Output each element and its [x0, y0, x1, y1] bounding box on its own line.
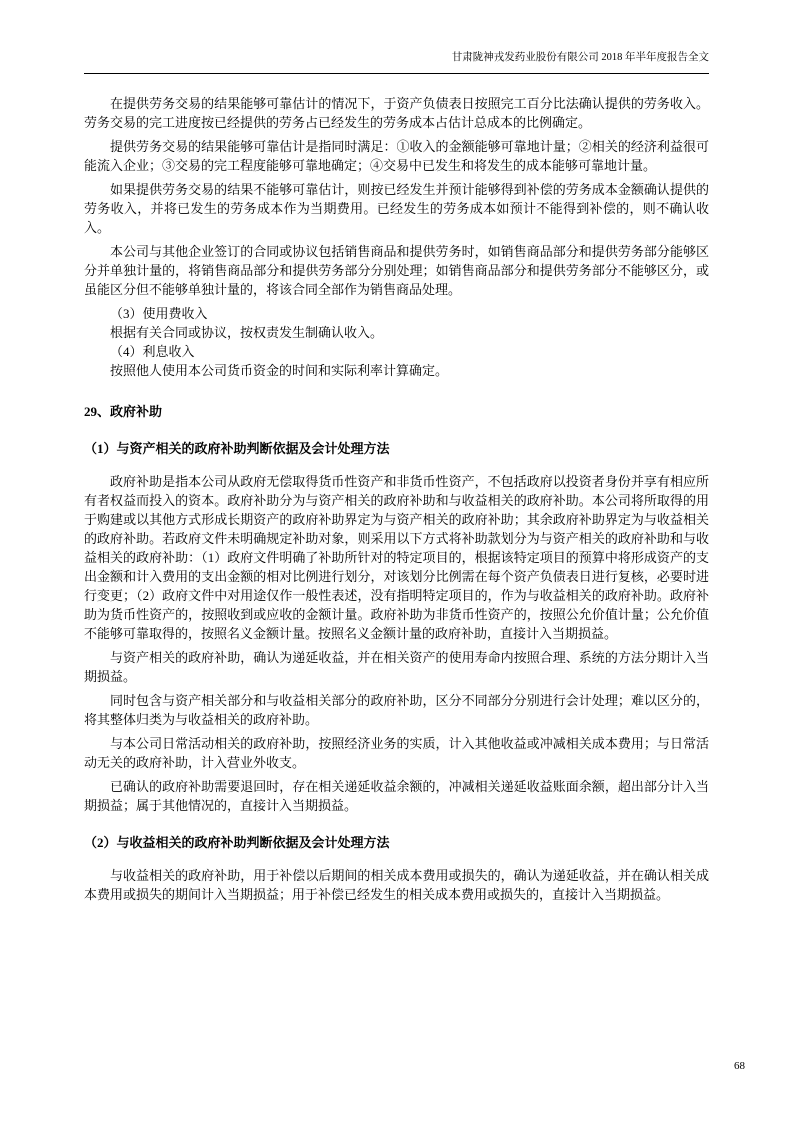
paragraph-labor-revenue-recognition: 在提供劳务交易的结果能够可靠估计的情况下，于资产负债表日按照完工百分比法确认提供的劳务收入。劳务交易的完工进度按已经提供的劳务占已经发生的劳务成本占估计总成本的比例确定。: [84, 96, 709, 130]
document-content: [84, 94, 709, 909]
paragraph-mixed-grant-classification: 同时包含与资产相关部分和与收益相关部分的政府补助，区分不同部分分别进行会计处理；难以区分的，将其整体归类为与收益相关的政府补助。: [84, 693, 709, 727]
paragraph-grant-refund: 已确认的政府补助需要退回时，存在相关递延收益余额的，冲减相关递延收益账面余额，超出部分计入当期损益；属于其他情况的，直接计入当期损益。: [84, 779, 709, 813]
paragraph-asset-grant-deferred-income: 与资产相关的政府补助，确认为递延收益，并在相关资产的使用寿命内按照合理、系统的方法分期计入当期损益。: [84, 650, 709, 684]
paragraph-mixed-contracts: 本公司与其他企业签订的合同或协议包括销售商品和提供劳务时，如销售商品部分和提供劳务部分能够区分并单独计量的，将销售商品部分和提供劳务部分分别处理；如销售商品部分和提供劳务部分不能够区分，或虽能区分但不能够单独计量的，将该合同全部作为销售商品处理。: [84, 244, 709, 297]
subheading-income-related-grants: （2）与收益相关的政府补助判断依据及会计处理方法: [84, 835, 390, 850]
page-number: 68: [734, 1060, 745, 1072]
header-title: 甘肃陇神戎发药业股份有限公司 2018 年半年度报告全文: [451, 52, 709, 63]
paragraph-unreliable-estimate: 如果提供劳务交易的结果不能够可靠估计，则按已经发生并预计能够得到补偿的劳务成本金额确认提供的劳务收入，并将已发生的劳务成本作为当期费用。已经发生的劳务成本如预计不能得到补偿的，则不确认收入。: [84, 182, 709, 235]
paragraph-daily-activity-grants: 与本公司日常活动相关的政府补助，按照经济业务的实质，计入其他收益或冲减相关成本费用；与日常活动无关的政府补助，计入营业外收支。: [84, 736, 709, 770]
item-interest-income-desc: 按照他人使用本公司货币资金的时间和实际利率计算确定。: [110, 363, 449, 378]
item-interest-income-label: （4）利息收入: [110, 344, 195, 359]
paragraph-income-grant-treatment: 与收益相关的政府补助，用于补偿以后期间的相关成本费用或损失的，确认为递延收益，并在确认相关成本费用或损失的期间计入当期损益；用于补偿已经发生的相关成本费用或损失的，直接计入当期损益。: [84, 868, 709, 902]
item-royalty-income-desc: 根据有关合同或协议，按权责发生制确认收入。: [110, 325, 384, 340]
page-header: [84, 52, 709, 74]
paragraph-reliable-estimate-conditions: 提供劳务交易的结果能够可靠估计是指同时满足：①收入的金额能够可靠地计量；②相关的经济利益很可能流入企业；③交易的完工程度能够可靠地确定；④交易中已发生和将发生的成本能够可靠地计量。: [84, 139, 709, 173]
paragraph-grant-definition: 政府补助是指本公司从政府无偿取得货币性资产和非货币性资产，不包括政府以投资者身份并享有相应所有者权益而投入的资本。政府补助分为与资产相关的政府补助和与收益相关的政府补助。本公司将所取得的用于购建或以其他方式形成长期资产的政府补助界定为与资产相关的政府补助；其余政府补助界定为与收益相关的政府补助。若政府文件未明确规定补助对象，则采用以下方式将补助款划分为与资产相关的政府补助和与收益相关的政府补助：（1）政府文件明确了补助所针对的特定项目的，根据该特定项目的预算中将形成资产的支出金额和计入费用的支出金额的相对比例进行划分，对该划分比例需在每个资产负债表日进行复核，必要时进行变更；（2）政府文件中对用途仅作一般性表述，没有指明特定项目的，作为与收益相关的政府补助。政府补助为货币性资产的，按照收到或应收的金额计量。政府补助为非货币性资产的，按照公允价值计量；公允价值不能够可靠取得的，按照名义金额计量。按照名义金额计量的政府补助，直接计入当期损益。: [84, 474, 709, 641]
item-royalty-income-label: （3）使用费收入: [110, 306, 208, 321]
subheading-asset-related-grants: （1）与资产相关的政府补助判断依据及会计处理方法: [84, 441, 390, 456]
section-heading-government-grants: 29、政府补助: [84, 404, 163, 419]
